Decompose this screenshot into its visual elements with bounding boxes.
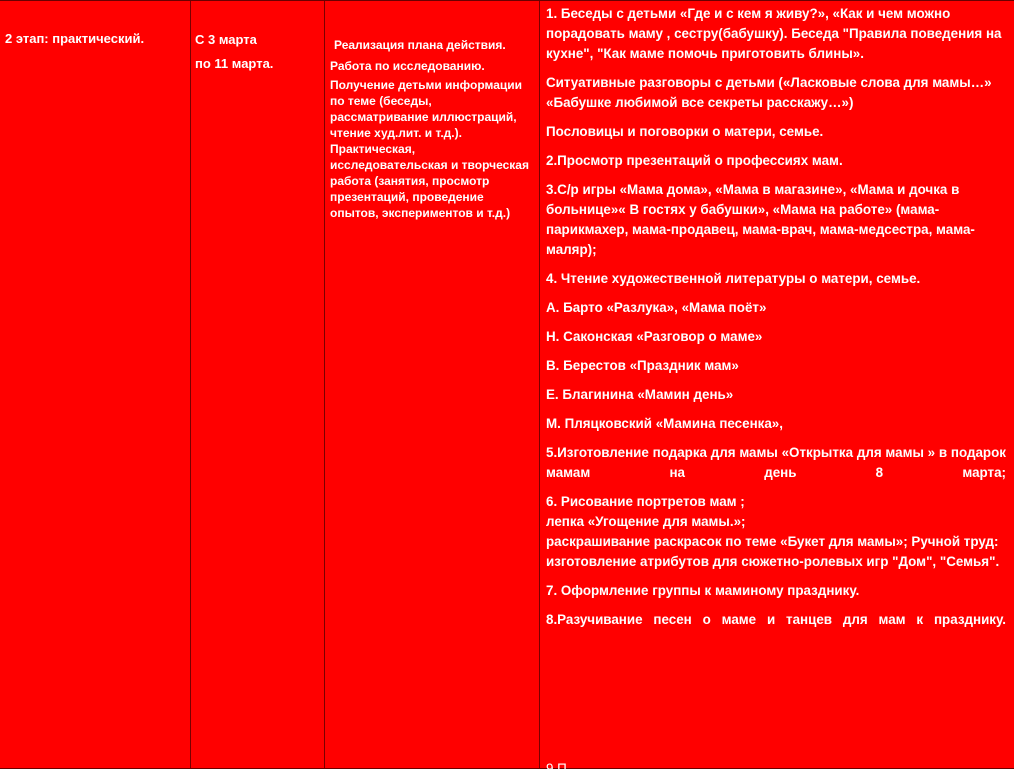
plan-item: 7. Оформление группы к маминому празднику. — [546, 583, 860, 598]
date-end: по 11 марта. — [195, 56, 274, 71]
plan-item: раскрашивание раскрасок по теме «Букет для мамы»; Ручной труд: изготовление атрибутов для сюжетно-ролевых игр "Дом", "Семья". — [546, 534, 1000, 569]
dates-cell — [191, 1, 324, 768]
plan-item: 2.Просмотр презентаций о профессиях мам. — [546, 153, 843, 168]
stage-cell — [0, 1, 190, 768]
plan-item: 4. Чтение художественной литературы о матери, семье. — [546, 271, 921, 286]
plan-item: А. Барто «Разлука», «Мама поёт» — [546, 300, 767, 315]
plan-item: В. Берестов «Праздник мам» — [546, 358, 739, 373]
plan-cell — [540, 1, 1014, 768]
stage-title: 2 этап: практический. — [5, 31, 145, 46]
plan-item: М. Пляцковский «Мамина песенка», — [546, 416, 783, 431]
activity-line: Реализация плана действия. — [334, 38, 506, 52]
plan-item: 3.С/р игры «Мама дома», «Мама в магазине», «Мама и дочка в больнице»« В гостях у бабушки», «Мама на работе» (мама-парикмахер, мама-продавец, мама-врач, мама-медсестра, мама-маляр); — [546, 182, 975, 257]
activity-line: Получение детьми информации по теме (беседы, рассматривание иллюстраций, чтение худ.лит. и т.д.). Практическая, исследовательская и творческая работа (занятия, просмотр презентаций, проведение опытов, экспериментов и т.д.) — [330, 78, 529, 220]
plan-item: 1. Беседы с детьми «Где и с кем я живу?», «Как и чем можно порадовать маму , сестру(бабушку). Беседа "Правила поведения на кухне", "Как маме помочь приготовить блины». — [546, 6, 1002, 61]
plan-item: Ситуативные разговоры с детьми («Ласковые слова для мамы…» «Бабушке любимой все секреты расскажу…») — [546, 75, 992, 110]
plan-item: 5.Изготовление подарка для мамы «Открытка для мамы » в подарок мамам на день 8 марта; — [546, 445, 1006, 480]
plan-item: Е. Благинина «Мамин день» — [546, 387, 734, 402]
plan-item: 8.Разучивание песен о маме и танцев для мам к празднику. — [546, 612, 1006, 627]
plan-item: лепка «Угощение для мамы.»; — [546, 514, 746, 529]
activity-cell — [325, 1, 539, 768]
plan-item: Пословицы и поговорки о матери, семье. — [546, 124, 824, 139]
plan-item: Н. Саконская «Разговор о маме» — [546, 329, 763, 344]
date-start: С 3 марта — [195, 32, 257, 47]
plan-item: 6. Рисование портретов мам ; — [546, 494, 745, 509]
activity-line: Работа по исследованию. — [330, 59, 485, 73]
cut-off-line: 9.П... — [546, 761, 578, 776]
